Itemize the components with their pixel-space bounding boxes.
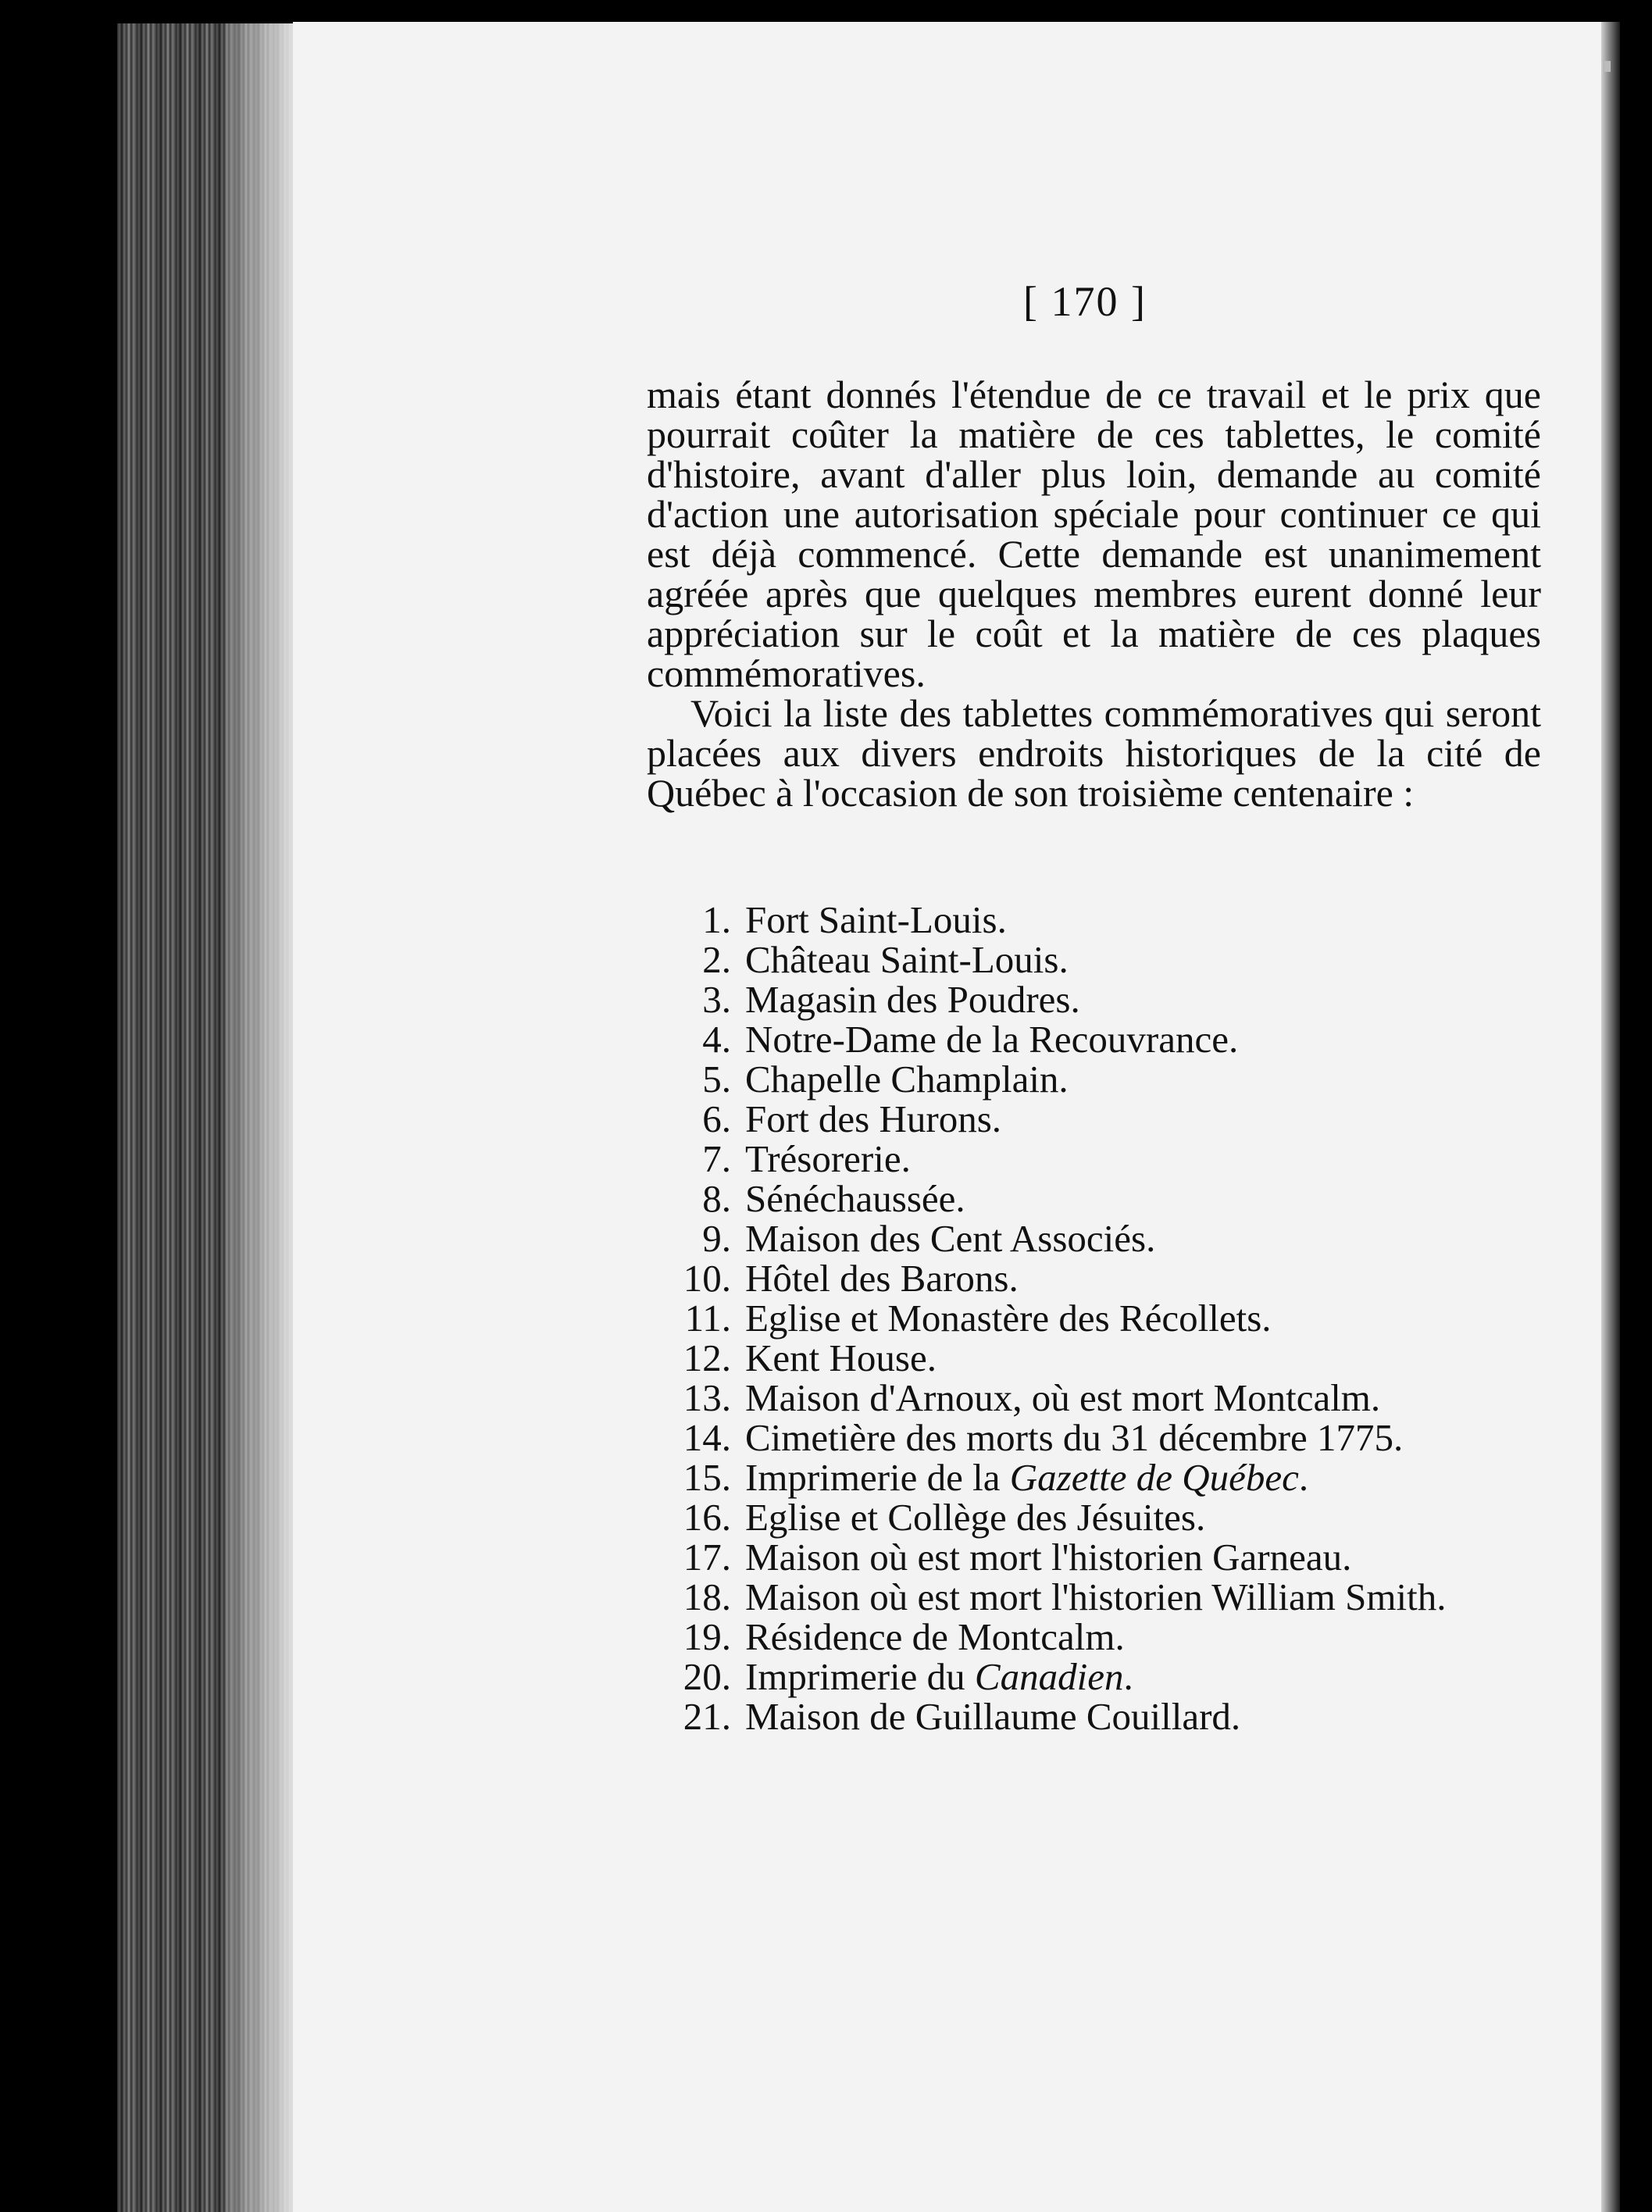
list-item [662,1179,1446,1218]
list-item [662,1696,1446,1736]
list-item [662,1537,1446,1577]
list-item [662,1139,1446,1179]
paragraph: mais étant donnés l'étendue de ce travail et le prix que pourrait coûter la matière de ces tablettes, le comité d'histoire, avant d'aller plus loin, demande au comité d'action une autorisation spéciale pour continuer ce qui est déjà commencé. Cette demande est unanimement agréée après que quelques membres eurent donné leur appréciation sur le coût et la matière de ces plaques commémoratives. [647,373,1541,695]
newspaper-title: Canadien [974,1655,1124,1698]
list-item-text: Maison d'Arnoux, où est mort Montcalm. [745,1376,1381,1419]
list-item [662,1657,1446,1696]
list-item [662,1457,1446,1497]
list-item [662,1019,1446,1059]
book-spine [117,23,297,2212]
list-item [662,940,1446,979]
list-item-text [745,1657,1133,1696]
list-item-number: 15. [683,1456,731,1499]
list-item-number: 19. [683,1615,731,1658]
list-item [662,1338,1446,1378]
page-edge-shadow [1601,22,1620,2212]
list-item-text: Hôtel des Barons. [745,1257,1019,1300]
list-item-text: Château Saint-Louis. [745,938,1069,981]
list-item-text-suffix: . [1123,1655,1133,1698]
list-item [662,1059,1446,1099]
list-item-number: 10. [683,1257,731,1300]
list-item [662,979,1446,1019]
commemorative-tablets-list [662,900,1446,1736]
list-item [662,1617,1446,1657]
list-item-text: Résidence de Montcalm. [745,1615,1125,1658]
list-item-text: Fort Saint-Louis. [745,898,1007,941]
list-item-text: Eglise et Monastère des Récollets. [745,1297,1272,1340]
list-item-text: Eglise et Collège des Jésuites. [745,1496,1206,1539]
paragraph: Voici la liste des tablettes commémoratives qui seront placées aux divers endroits historiques de la cité de Québec à l'occasion de son troisième centenaire : [647,691,1541,815]
list-item [662,1258,1446,1298]
list-item-number: 13. [683,1376,731,1419]
list-item-text: Sénéchaussée. [745,1177,965,1220]
list-item-number: 6. [702,1097,731,1140]
list-item-number: 20. [683,1655,731,1698]
list-item [662,1418,1446,1457]
list-item-number: 4. [702,1018,731,1061]
list-item-text: Magasin des Poudres. [745,978,1080,1021]
list-item-number: 17. [683,1536,731,1579]
list-item [662,1378,1446,1418]
list-item-number: 16. [683,1496,731,1539]
list-item [662,1218,1446,1258]
list-item-text: Maison des Cent Associés. [745,1217,1156,1260]
list-item-text-suffix: . [1298,1456,1309,1499]
list-item-number: 12. [683,1336,731,1379]
list-item-number: 9. [702,1217,731,1260]
list-item-text: Chapelle Champlain. [745,1058,1069,1101]
list-item-text-prefix: Imprimerie de la [745,1456,1010,1499]
body-text [647,375,1541,813]
list-item-number: 21. [683,1695,731,1738]
list-item-text: Kent House. [745,1336,937,1379]
list-item-number: 18. [683,1575,731,1618]
list-item-number: 7. [702,1137,731,1180]
list-item-text: Trésorerie. [745,1137,911,1180]
list-item [662,1099,1446,1139]
newspaper-title: Gazette de Québec [1009,1456,1299,1499]
list-item-number: 1. [702,898,731,941]
list-item-text: Maison de Guillaume Couillard. [745,1695,1241,1738]
list-item [662,1577,1446,1617]
list-item-number: 14. [683,1416,731,1459]
list-item-number: 3. [702,978,731,1021]
scan-speck [1604,61,1611,72]
list-item [662,1298,1446,1338]
list-item-number: 11. [684,1297,731,1340]
list-item-text: Maison où est mort l'historien William Smith. [745,1575,1447,1618]
list-item [662,900,1446,940]
list-item-text: Maison où est mort l'historien Garneau. [745,1536,1352,1579]
list-item [662,1497,1446,1537]
list-item-number: 2. [702,938,731,981]
list-item-text [745,1457,1308,1497]
list-item-text: Cimetière des morts du 31 décembre 1775. [745,1416,1404,1459]
list-item-text-prefix: Imprimerie du [745,1655,975,1698]
list-item-number: 8. [702,1177,731,1220]
list-item-number: 5. [702,1058,731,1101]
page-number: [ 170 ] [1023,278,1147,325]
list-item-text: Fort des Hurons. [745,1097,1002,1140]
list-item-text: Notre-Dame de la Recouvrance. [745,1018,1239,1061]
